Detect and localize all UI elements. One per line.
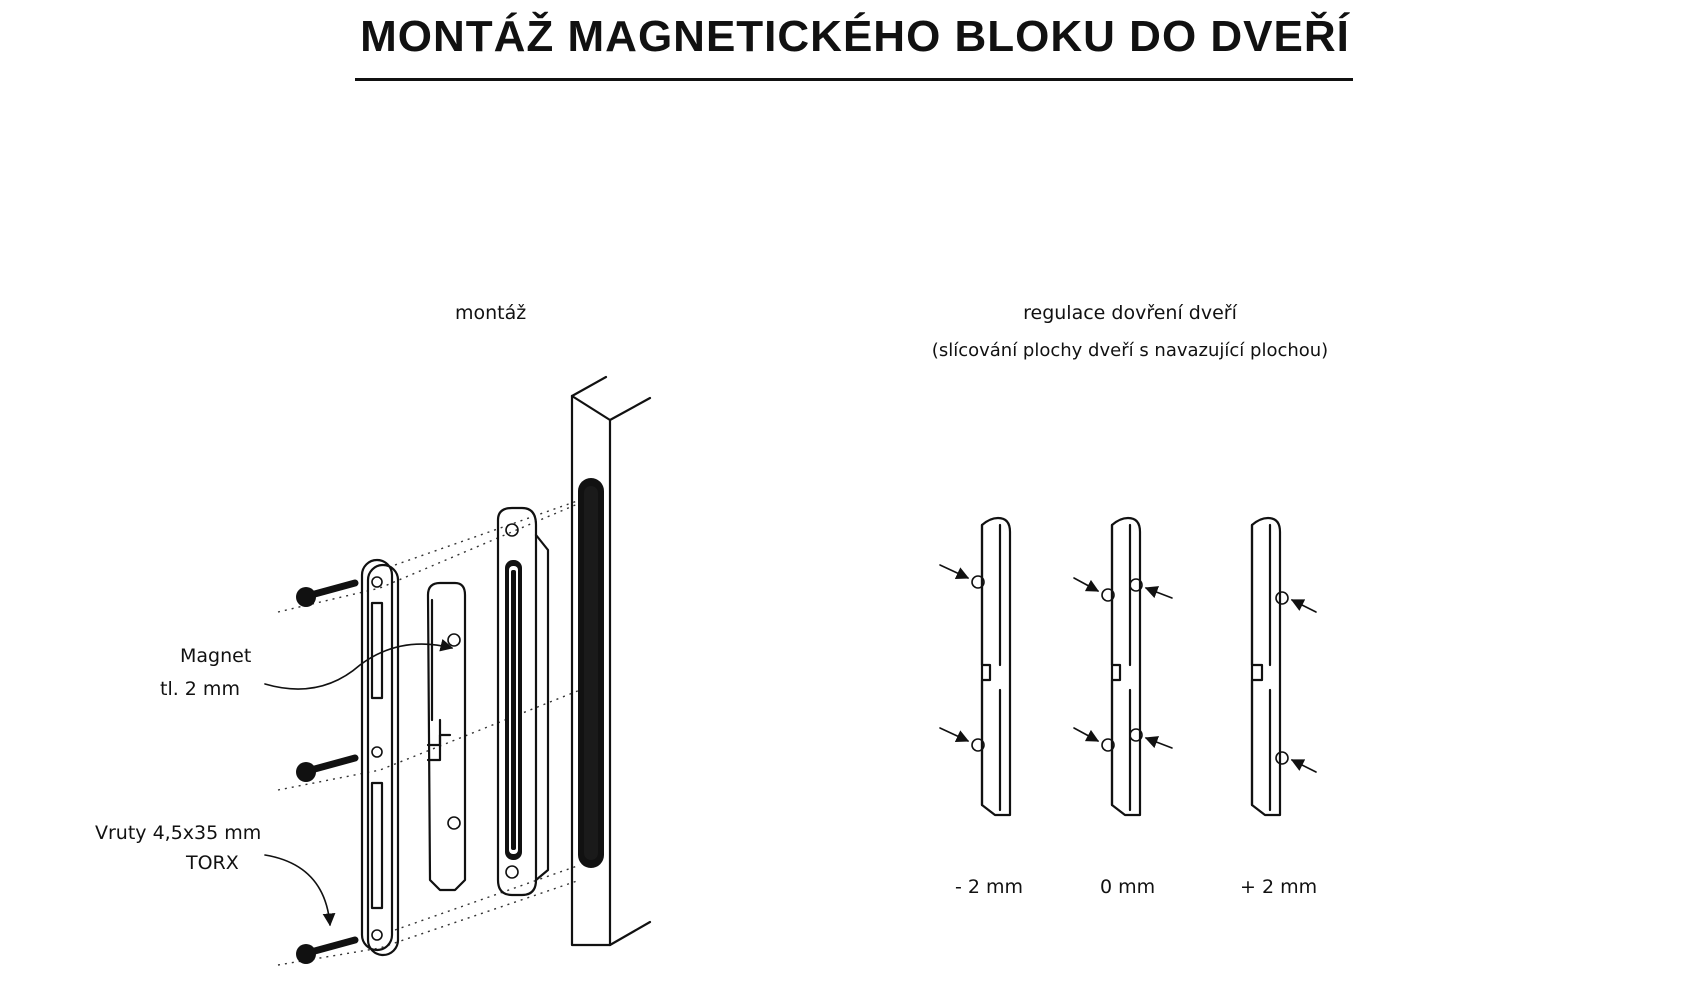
variant-label-0: 0 mm: [1100, 876, 1156, 898]
screw-pointer-arrow: [265, 855, 330, 925]
screw-top: [296, 583, 355, 607]
mounting-heading: montáž: [455, 302, 527, 324]
screw-middle: [296, 758, 355, 782]
magnet-carrier: [428, 583, 465, 890]
cover-plate: [362, 560, 398, 955]
variant-label-minus-2: - 2 mm: [955, 876, 1024, 898]
variant-minus-2: [940, 518, 1010, 815]
magnet-label: Magnet: [180, 645, 252, 667]
screw-bottom: [296, 940, 355, 964]
adjustment-subheading: (slícování plochy dveří s navazující plochou): [931, 340, 1329, 361]
page-title: MONTÁŽ MAGNETICKÉHO BLOKU DO DVEŘÍ: [360, 12, 1350, 61]
keeper-housing: [498, 508, 548, 895]
screws-label: Vruty 4,5x35 mm: [95, 822, 262, 844]
variant-plus-2: [1252, 518, 1316, 815]
magnet-thickness-label: tl. 2 mm: [160, 678, 240, 700]
magnet-pointer-arrow: [265, 644, 452, 689]
variant-0: [1074, 518, 1172, 815]
variant-label-plus-2: + 2 mm: [1240, 876, 1318, 898]
adjustment-heading: regulace dovření dveří: [1023, 302, 1237, 324]
door-frame: [572, 377, 650, 945]
screws-type-label: TORX: [186, 852, 239, 874]
